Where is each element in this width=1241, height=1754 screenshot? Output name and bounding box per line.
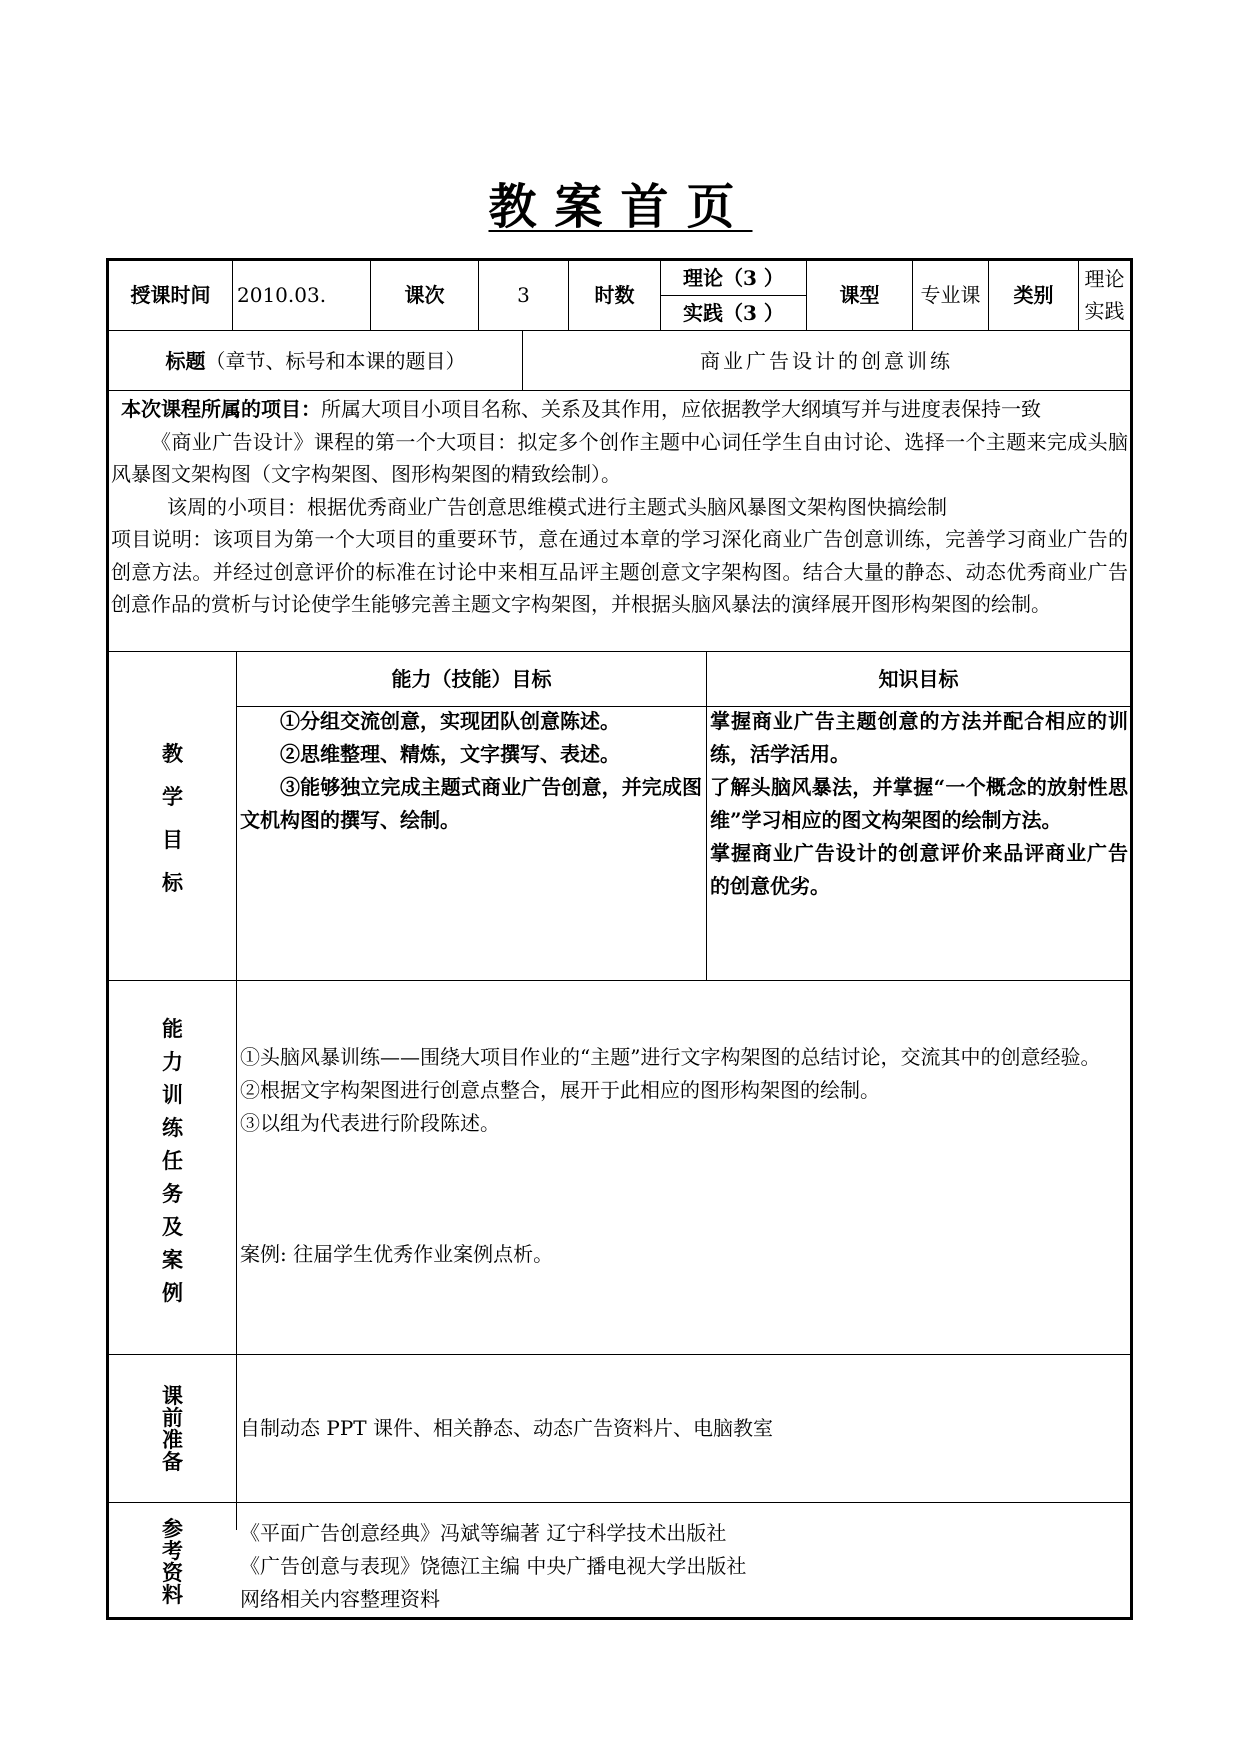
label-char: 课 xyxy=(162,1383,183,1408)
label-char: 例 xyxy=(162,1280,183,1305)
label-char: 力 xyxy=(162,1049,183,1074)
knowledge-goals-header: 知识目标 xyxy=(878,667,959,691)
project-description xyxy=(111,393,1128,621)
training-task-item: ③以组为代表进行阶段陈述。 xyxy=(240,1111,500,1135)
knowledge-goal-item: 掌握商业广告主题创意的方法并配合相应的训练，活学活用。 xyxy=(710,709,1128,766)
ability-goals-header: 能力（技能）目标 xyxy=(391,667,552,691)
topic-label-bold: 标题 xyxy=(165,348,206,373)
label-char: 训 xyxy=(162,1082,183,1107)
session-label: 课次 xyxy=(404,283,445,307)
training-task-item: ②根据文字构架图进行创意点整合，展开于此相应的图形构架图的绘制。 xyxy=(240,1078,880,1102)
category-label: 类别 xyxy=(1013,283,1054,307)
label-char: 案 xyxy=(162,1247,183,1272)
knowledge-goal-item: 了解头脑风暴法，并掌握“一个概念的放射性思维”学习相应的图文构架图的绘制方法。 xyxy=(710,775,1128,832)
label-char: 任 xyxy=(162,1148,183,1173)
label-char: 目 xyxy=(162,827,183,852)
class-time-label: 授课时间 xyxy=(130,283,211,307)
session-value: 3 xyxy=(517,283,530,307)
reference-item: 《平面广告创意经典》冯斌等编著 辽宁科学技术出版社 xyxy=(240,1521,727,1545)
project-heading-line xyxy=(111,393,1128,426)
label-char: 前 xyxy=(162,1405,183,1430)
topic-value: 商业广告设计的创意训练 xyxy=(700,348,953,373)
teaching-goals-label xyxy=(109,732,236,904)
course-type-value: 专业课 xyxy=(920,283,981,307)
project-paragraph-1: 《商业广告设计》课程的第一个大项目：拟定多个创作主题中心词任学生自由讨论、选择一个主题来完成头脑风暴图文架构图（文字构架图、图形构架图的精致绘制）。 xyxy=(111,429,1128,486)
knowledge-goal-item: 掌握商业广告设计的创意评价来品评商业广告的创意优劣。 xyxy=(710,841,1128,898)
references-label xyxy=(109,1518,236,1606)
topic-label-note: （章节、标号和本课的题目） xyxy=(205,348,466,373)
ability-goal-item: ①分组交流创意，实现团队创意陈述。 xyxy=(280,709,620,733)
project-heading-note: 所属大项目小项目名称、关系及其作用，应依据教学大纲填写并与进度表保持一致 xyxy=(321,397,1041,421)
ability-goal-item: ②思维整理、精炼，文字撰写、表述。 xyxy=(280,742,620,766)
category-line-2: 实践 xyxy=(1084,299,1125,323)
label-char: 练 xyxy=(162,1115,183,1140)
label-char: 务 xyxy=(162,1181,183,1206)
project-heading: 本次课程所属的项目： xyxy=(121,397,321,421)
project-paragraph-3: 项目说明：该项目为第一个大项目的重要环节，意在通过本章的学习深化商业广告创意训练，完善学习商业广告的创意方法。并经过创意评价的标准在讨论中来相互品评主题创意文字架构图。结合大量的静态、动态优秀商业广告创意作品的赏析与讨论使学生能够完善主题文字构架图，并根据头脑风暴法的演绎展开图形构架图的绘制。 xyxy=(111,527,1128,616)
label-char: 料 xyxy=(162,1582,183,1607)
page-title xyxy=(0,168,1241,237)
label-char: 考 xyxy=(162,1538,183,1563)
label-char: 能 xyxy=(162,1016,183,1041)
project-paragraph-2: 该周的小项目：根据优秀商业广告创意思维模式进行主题式头脑风暴图文架构图快搞绘制 xyxy=(167,494,947,519)
hours-theory: 理论（3 ） xyxy=(683,265,784,290)
label-char: 学 xyxy=(162,784,183,809)
class-time-value: 2010.03. xyxy=(237,283,327,307)
label-char: 标 xyxy=(162,870,183,895)
label-char: 参 xyxy=(162,1516,183,1541)
references-list xyxy=(240,1517,1128,1616)
label-char: 资 xyxy=(162,1560,183,1585)
ability-goals-list xyxy=(240,705,702,837)
training-task-item: ①头脑风暴训练——围绕大项目作业的“主题”进行文字构架图的总结讨论，交流其中的创意经验。 xyxy=(240,1045,1101,1069)
ability-goal-item: ③能够独立完成主题式商业广告创意，并完成图文机构图的撰写、绘制。 xyxy=(240,775,702,832)
preparation-label xyxy=(109,1385,236,1473)
label-char: 备 xyxy=(162,1449,183,1474)
preparation-text: 自制动态 PPT 课件、相关静态、动态广告资料片、电脑教室 xyxy=(240,1416,773,1440)
training-case: 案例: 往届学生优秀作业案例点析。 xyxy=(240,1242,554,1266)
label-char: 及 xyxy=(162,1214,183,1239)
category-value xyxy=(1079,260,1130,330)
page-title-text: 教案首页 xyxy=(488,179,753,235)
training-tasks-list xyxy=(240,1041,1128,1140)
training-tasks-label xyxy=(109,1012,236,1309)
course-type-label: 课型 xyxy=(839,283,880,307)
knowledge-goals-list xyxy=(710,705,1128,903)
label-char: 教 xyxy=(162,741,183,766)
label-char: 准 xyxy=(162,1427,183,1452)
category-line-1: 理论 xyxy=(1084,267,1125,291)
reference-item: 网络相关内容整理资料 xyxy=(240,1587,440,1611)
reference-item: 《广告创意与表现》饶德江主编 中央广播电视大学出版社 xyxy=(240,1554,747,1578)
hours-practice: 实践（3 ） xyxy=(683,301,784,325)
hours-label: 时数 xyxy=(594,283,635,307)
topic-label xyxy=(109,331,522,390)
